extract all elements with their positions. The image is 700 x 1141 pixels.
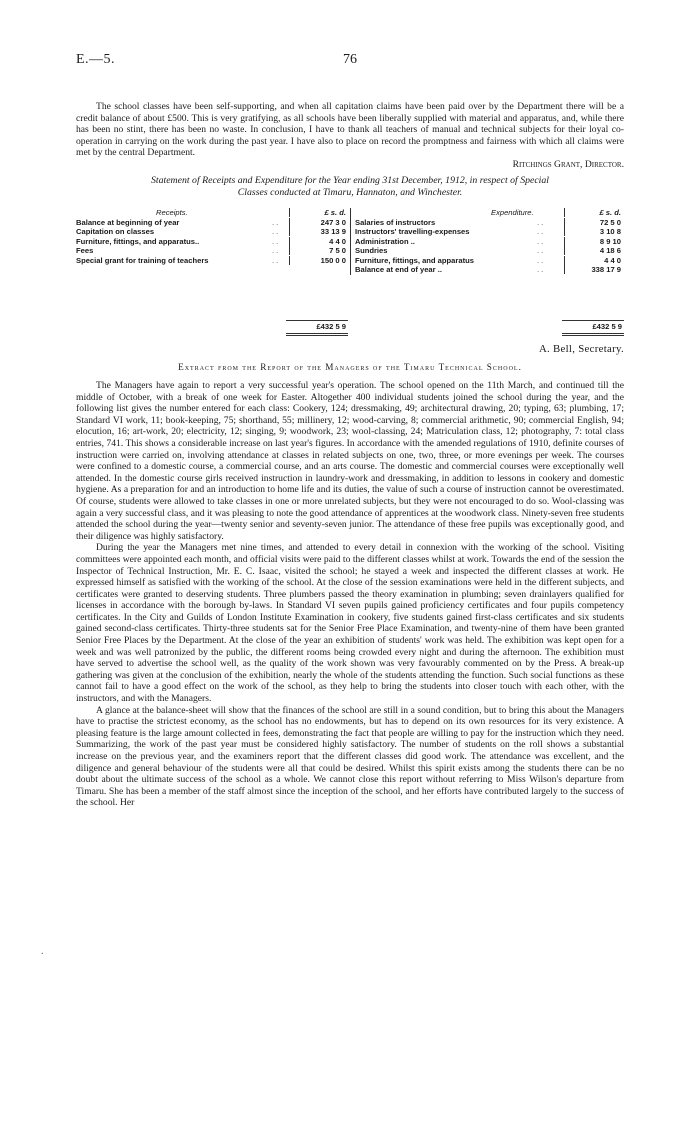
leader-dots: .. [537, 255, 546, 265]
section-reference: E.—5. [76, 52, 116, 67]
report-paragraph-1: The Managers have again to report a very successful year's operation. The school opened on the 11th March, and continued till the middle of October, with a break of one week for Easter. Altogether 400 individual students joined the school during the year, and the following list gives the number entered for each class: Cookery, 124; dressmaking, 49; architectural drawing, 20; typing, 63; plumbing, 17; Standard VI work, 11; book-keeping, 75; shorthand, 55; millinery, 12; wood-carving, 8; commercial arithmetic, 90; commercial English, 94; elocution, 16; art-work, 20; electricity, 12; singing, 9; woodwork, 23; wool-classing, 24; Matriculation class, 12; photography, 7: total class entries, 741. This shows a considerable increase on last year's figures. In accordance with the amended regulations of 1910, definite courses of instruction were carried on, involving attendance at classes in related subjects on one, two, three, or more evenings per week. The courses were confined to a domestic course, a commercial course, and an arts course. The domestic and commercial courses were exceptionally well attended. In the domestic course girls received instruction in laundry-work and dressmaking, in addition to lessons in cookery and domestic hygiene. As a preparation for and an introduction to home life and its duties, the value of such a course of instruction cannot be overestimated. Of course, students were allowed to take classes in one or more unrelated subjects, but they were not encouraged to do so. Wool-classing was again a very successful class, and it was pleasing to note the good attendance of apprentices at the woodwork class. Ninety-seven free students attended the school during the year—twenty senior and seventy-seven junior. The attendance of these free pupils was exceptionally good, and their diligence was highly satisfactory. [76, 380, 624, 542]
leader-dots: .. [272, 227, 281, 236]
expenditure-currency-heading: £ s. d. [564, 208, 623, 217]
receipts-currency-heading: £ s. d. [289, 208, 348, 217]
receipt-label: Balance at beginning of year [76, 217, 180, 227]
expenditure-amount: 3 10 8 [564, 227, 623, 236]
leader-dots: .. [537, 236, 546, 246]
leader-dots: .. [537, 217, 546, 227]
leader-dots: .. [272, 236, 281, 246]
expenditure-label: Furniture, fittings, and apparatus [355, 255, 474, 265]
expenditure-total: £432 5 9 [562, 320, 624, 336]
leader-dots: .. [537, 265, 546, 274]
statement-title-line-2: Classes conducted at Timaru, Hannaton, and Winchester. [237, 187, 463, 198]
receipt-label: Special grant for training of teachers [76, 255, 209, 265]
receipt-amount: 150 0 0 [289, 256, 348, 265]
intro-section [76, 101, 624, 171]
receipts-column [76, 208, 350, 265]
receipt-row [76, 246, 350, 256]
intro-paragraph: The school classes have been self-supporting, and when all capitation claims have been paid over by the Department there will be a credit balance of about £500. This is very gratifying, as all schools have been liberally supplied with material and apparatus, and, while there has been no stint, there has been no waste. In conclusion, I have to thank all teachers of manual and technical subjects for their loyal co-operation in carrying on the work during the past year. I have also to place on record the promptness and fairness with which all claims were met by the central Department. [76, 101, 624, 159]
receipt-amount: 7 5 0 [289, 246, 348, 255]
expenditure-amount: 338 17 9 [564, 265, 623, 274]
receipt-amount: 33 13 9 [289, 227, 348, 236]
expenditure-heading-row [351, 208, 625, 218]
expenditure-row [351, 237, 625, 247]
report-paragraph-2: During the year the Managers met nine times, and attended to every detail in connexion with the working of the school. Visiting committees were appointed each month, and official visits were paid to the different classes whilst at work. Towards the end of the session the Inspector of Technical Instruction, Mr. E. C. Isaac, visited the school; he stayed a week and inspected the different classes at work. He expressed himself as satisfied with the working of the school. At the close of the session examinations were held in the different subjects, and certificates were granted to deserving students. Three plumbers passed the theory examination in plumbing; seven drainlayers qualified for licenses in accordance with the borough by-laws. In Standard VI seven pupils gained proficiency certificates and four pupils competency certificates. In the City and Guilds of London Institute Examination in cookery, five students gained first-class certificates and six students gained second-class certificates. Thirty-three students sat for the Senior Free Place Examination, and twenty-nine of them have been granted Senior Free Places by the Department. At the close of the year an exhibition of students' work was held. The exhibition was kept open for a week and was well patronized by the public, the different rooms being crowded every night and during the afternoon. The exhibition must have served to advertise the school well, as the quality of the work shown was very favourably commented on by the Press. A break-up gathering was given at the conclusion of the exhibition, nearly the whole of the students attending the function. Such social functions as these cannot fail to have a good effect on the work of the school, as they help to bring the students into closer touch with each other, with the instructors, and with the Managers. [76, 542, 624, 705]
page-number: 76 [343, 52, 357, 67]
expenditure-column [350, 208, 625, 275]
expenditure-amount: 4 18 6 [564, 246, 623, 255]
expenditure-amount: 4 4 0 [564, 256, 623, 265]
expenditure-row [351, 218, 625, 228]
leader-dots: .. [537, 227, 546, 236]
expenditure-row [351, 256, 625, 266]
expenditure-label: Instructors' travelling-expenses [355, 227, 470, 236]
receipts-heading: Receipts. [156, 208, 188, 217]
receipt-row [76, 218, 350, 228]
receipts-total: £432 5 9 [286, 320, 348, 336]
expenditure-heading: Expenditure. [491, 208, 534, 217]
receipt-amount: 4 4 0 [289, 237, 348, 246]
expenditure-label: Sundries [355, 246, 388, 255]
statement-title [76, 175, 624, 199]
margin-mark: . [41, 946, 44, 957]
statement-title-line-1: Statement of Receipts and Expenditure for the Year ending 31st December, 1912, in respect of Special [150, 175, 550, 186]
expenditure-row [351, 246, 625, 256]
receipt-label: Furniture, fittings, and apparatus.. [76, 236, 200, 246]
expenditure-amount: 8 9 10 [564, 237, 623, 246]
signature-title: Director. [584, 158, 624, 170]
expenditure-row [351, 265, 625, 275]
receipt-amount: 247 3 0 [289, 218, 348, 227]
expenditure-row [351, 227, 625, 237]
expenditure-label: Salaries of instructors [355, 217, 436, 227]
page-header [76, 52, 624, 72]
receipt-label: Capitation on classes [76, 227, 155, 236]
receipt-row [76, 227, 350, 237]
leader-dots: .. [272, 246, 281, 255]
expenditure-label: Administration .. [355, 236, 415, 246]
report-paragraph-3: A glance at the balance-sheet will show that the finances of the school are still in a sound condition, but to bring this about the Managers have to practise the strictest economy, as the school has no endowments, but has to depend on its own resources for its very existence. A pleasing feature is the large amount collected in fees, demonstrating the fact that people are willing to pay for the instruction which they need. Summarizing, the work of the past year must be considered highly satisfactory. The number of students on the roll shows a substantial increase on the previous year, and the examiners report that the different classes did good work. The attendance was excellent, and the diligence and general behaviour of the students were all that could be desired. Whilst this spirit exists among the students there can be no doubt about the ultimate success of the school as a whole. We cannot close this report without referring to Miss Wilson's departure from Timaru. She has been a member of the staff almost since the inception of the school, and her efforts have contributed largely to the success of the school. Her [76, 704, 624, 809]
receipt-row [76, 256, 350, 266]
leader-dots: .. [537, 246, 546, 255]
receipt-label: Fees [76, 246, 94, 255]
report-body [76, 380, 624, 809]
leader-dots: .. [272, 217, 281, 227]
director-signature [76, 159, 624, 171]
leader-dots: .. [272, 255, 281, 265]
expenditure-amount: 72 5 0 [564, 218, 623, 227]
extract-title: Extract from the Report of the Managers of the Timaru Technical School. [178, 362, 522, 372]
expenditure-label: Balance at end of year .. [355, 265, 442, 274]
receipts-heading-row [76, 208, 350, 218]
secretary-signature: A. Bell, Secretary. [538, 343, 624, 355]
signature-name: Ritchings Grant, [512, 158, 583, 170]
receipt-row [76, 237, 350, 247]
